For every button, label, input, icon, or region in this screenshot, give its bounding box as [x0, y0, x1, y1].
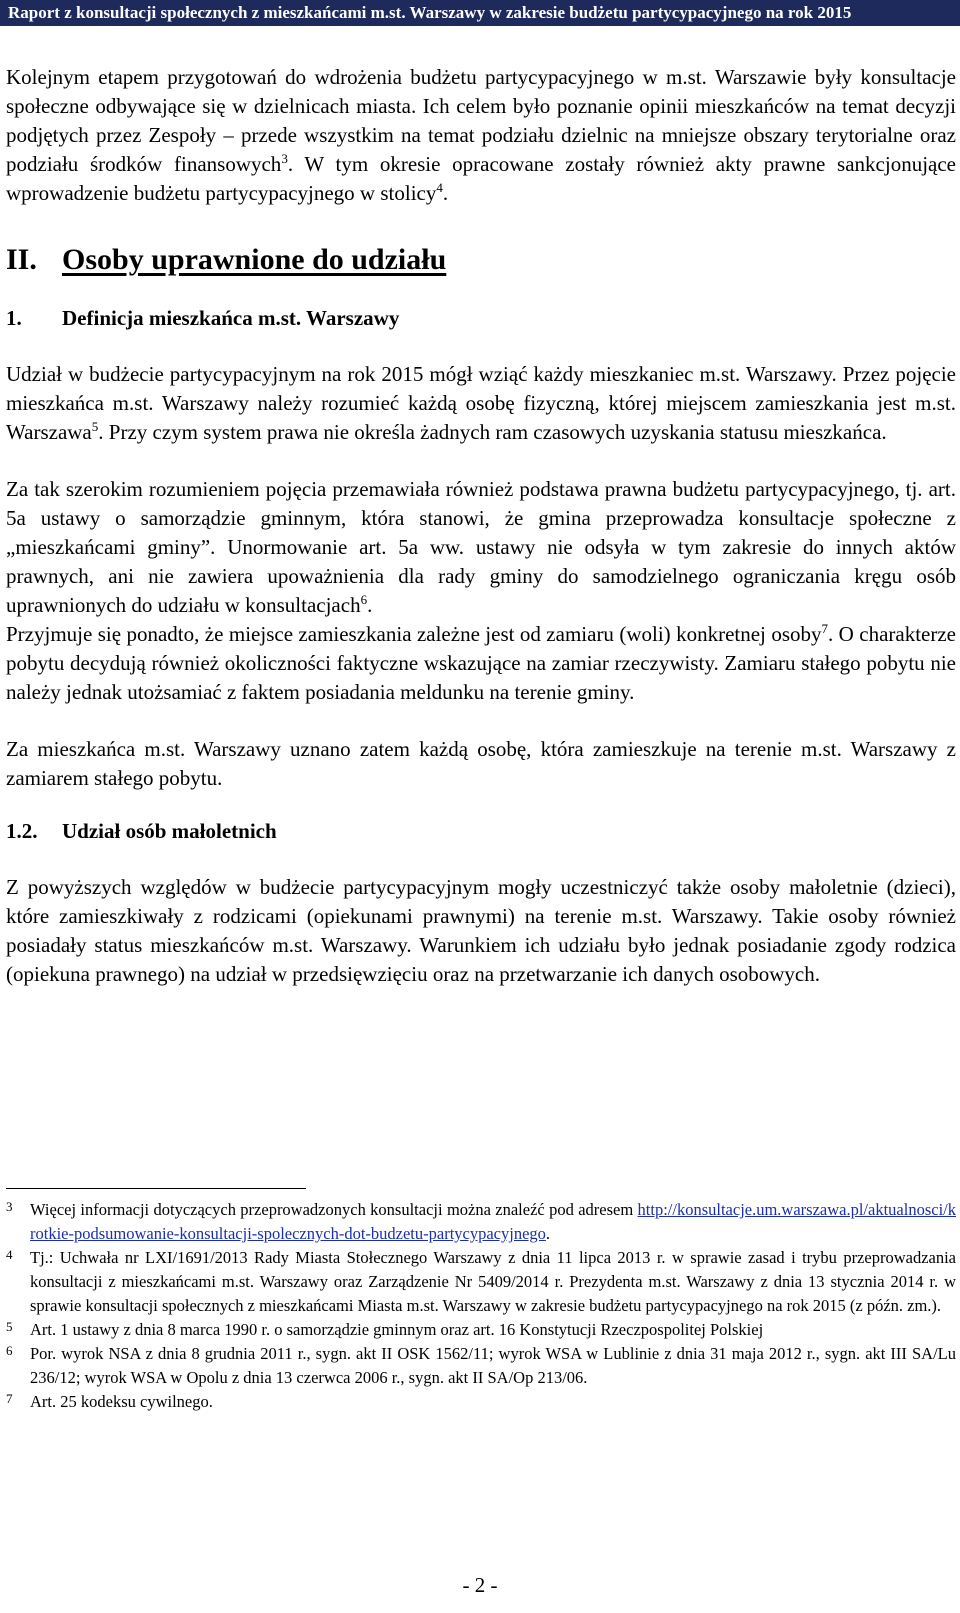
footnote-text-part: Więcej informacji dotyczących przeprowadzonych konsultacji można znaleźć pod adresem — [30, 1200, 638, 1219]
footnote-text: Tj.: Uchwała nr LXI/1691/2013 Rady Miasta Stołecznego Warszawy z dnia 11 lipca 2013 r. w sprawie zasad i trybu przeprowadzania konsultacji z mieszkańcami m.st. Warszawy oraz Zarządzenie Nr 5409/2014 r. Prezydenta m.st. Warszawy z dnia 13 stycznia 2014 r. w sprawie konsultacji społecznych z mieszkańcami Miasta m.st. Warszawy w zakresie budżetu partycypacyjnego na rok 2015 (z późn. zm.). — [30, 1248, 956, 1315]
running-header — [0, 0, 960, 26]
footnote-link[interactable]: http://konsultacje.um.warszawa.pl/aktualnosci/krotkie-podsumowanie-konsultacji-spolecznych-dot-budzetu-partycypacyjnego — [30, 1200, 956, 1243]
footnote-ref-3[interactable]: 3 — [281, 151, 288, 166]
section-number: II. — [6, 243, 37, 276]
paragraph-text: . Przy czym system prawa nie określa żadnych ram czasowych uzyskania statusu mieszkańca. — [98, 420, 887, 444]
footnote-text-part: . — [545, 1224, 551, 1243]
footnote-ref-6[interactable]: 6 — [360, 592, 368, 607]
subsection-number: 1. — [6, 306, 22, 330]
paragraph-conclusion: Za mieszkańca m.st. Warszawy uznano zatem każdą osobę, która zamieszkuje na terenie m.st. Warszawy z zamiarem stałego pobytu. — [6, 737, 956, 790]
paragraph-text: Udział w budżecie partycypacyjnym na rok 2015 mógł wziąć każdy mieszkaniec m.st. Warszawy. Przez pojęcie mieszkańca m.st. Warszawy należy rozumieć każdą osobę fizyczną, której miejscem zamieszkania jest m.st. Warszawa — [6, 362, 956, 444]
footnote-3 — [6, 1198, 956, 1246]
footnote-ref-4[interactable]: 4 — [436, 180, 443, 195]
footnote-number: 3 — [6, 1199, 13, 1214]
document-body — [6, 63, 956, 989]
page-number: - 2 - — [462, 1573, 498, 1597]
section-heading — [6, 240, 956, 280]
intro-paragraph — [6, 63, 956, 208]
section-title: Osoby uprawnione do udziału — [62, 243, 447, 276]
paragraph-definition — [6, 360, 956, 447]
footnote-text: Art. 1 ustawy z dnia 8 marca 1990 r. o samorządzie gminnym oraz art. 16 Konstytucji Rzeczpospolitej Polskiej — [30, 1320, 764, 1339]
paragraph-text: . — [367, 593, 373, 617]
footnote-text: Art. 25 kodeksu cywilnego. — [30, 1392, 213, 1411]
paragraph-text: Przyjmuje się ponadto, że miejsce zamieszkania zależne jest od zamiaru (woli) konkretnej osoby — [6, 622, 822, 646]
footnote-separator — [6, 1188, 306, 1189]
footnote-text: Por. wyrok NSA z dnia 8 grudnia 2011 r., sygn. akt II OSK 1562/11; wyrok WSA w Lublinie z dnia 31 maja 2012 r., sygn. akt III SA/Lu 236/12; wyrok WSA w Opolu z dnia 13 czerwca 2006 r., sygn. akt II SA/Op 213/06. — [30, 1344, 956, 1387]
footnote-5 — [6, 1318, 956, 1342]
intro-text-c: . — [442, 181, 449, 205]
footnote-number: 5 — [6, 1319, 13, 1334]
footnote-text — [30, 1198, 956, 1246]
footnotes — [6, 1198, 956, 1414]
subsection-title: Definicja mieszkańca m.st. Warszawy — [62, 306, 400, 330]
subsection-heading-2 — [6, 817, 956, 845]
header-title: Raport z konsultacji społecznych z mieszkańcami m.st. Warszawy w zakresie budżetu partycypacyjnego na rok 2015 — [8, 3, 852, 22]
footnote-number: 4 — [6, 1247, 13, 1262]
paragraph-text: . O charakterze pobytu decydują również okoliczności faktyczne wskazujące na zamiar rzeczywisty. Zamiaru stałego pobytu nie należy jednak utożsamiać z faktem posiadania meldunku na terenie gminy. — [6, 622, 957, 704]
footnote-ref-5[interactable]: 5 — [91, 419, 99, 434]
subsection-title: Udział osób małoletnich — [62, 819, 277, 843]
footnote-4 — [6, 1246, 956, 1318]
footnote-6 — [6, 1342, 956, 1390]
intro-text-b: . W tym okresie opracowane zostały również akty prawne sankcjonujące wprowadzenie budżetu partycypacyjnego w stolicy — [6, 152, 956, 205]
footnote-number: 7 — [6, 1391, 13, 1406]
subsection-number: 1.2. — [6, 819, 38, 843]
paragraph-text: Za tak szerokim rozumieniem pojęcia przemawiała również podstawa prawna budżetu partycypacyjnego, tj. art. 5a ustawy o samorządzie gminnym, która stanowi, że gmina przeprowadza konsultacje społeczne z „mieszkańcami gminy”. Unormowanie art. 5a ww. ustawy nie odsyła w tym zakresie do innych aktów prawnych, ani nie zawiera upoważnienia dla rady gminy do samodzielnego ograniczania kręgu osób uprawnionych do udziału w konsultacjach — [6, 477, 956, 617]
paragraph-residence — [6, 620, 956, 707]
paragraph-minors: Z powyższych względów w budżecie partycypacyjnym mogły uczestniczyć także osoby małoletnie (dzieci), które zamieszkiwały z rodzicami (opiekunami prawnymi) na terenie m.st. Warszawy. Takie osoby również posiadały status mieszkańców m.st. Warszawy. Warunkiem ich udziału było jednak posiadanie zgody rodzica (opiekuna prawnego) na udział w przedsięwzięciu oraz na przetwarzanie ich danych osobowych. — [6, 875, 956, 986]
footnote-number: 6 — [6, 1343, 13, 1358]
footnote-ref-7[interactable]: 7 — [821, 621, 828, 636]
footnote-7 — [6, 1390, 956, 1414]
subsection-heading-1 — [6, 304, 956, 332]
paragraph-legal-basis — [6, 475, 956, 620]
intro-text-a: Kolejnym etapem przygotowań do wdrożenia budżetu partycypacyjnego w m.st. Warszawie były konsultacje społeczne odbywające się w dzielnicach miasta. Ich celem było poznanie opinii mieszkańców na temat decyzji podjętych przez Zespoły – przede wszystkim na temat podziału dzielnic na mniejsze obszary terytorialne oraz podziału środków finansowych — [6, 65, 956, 176]
